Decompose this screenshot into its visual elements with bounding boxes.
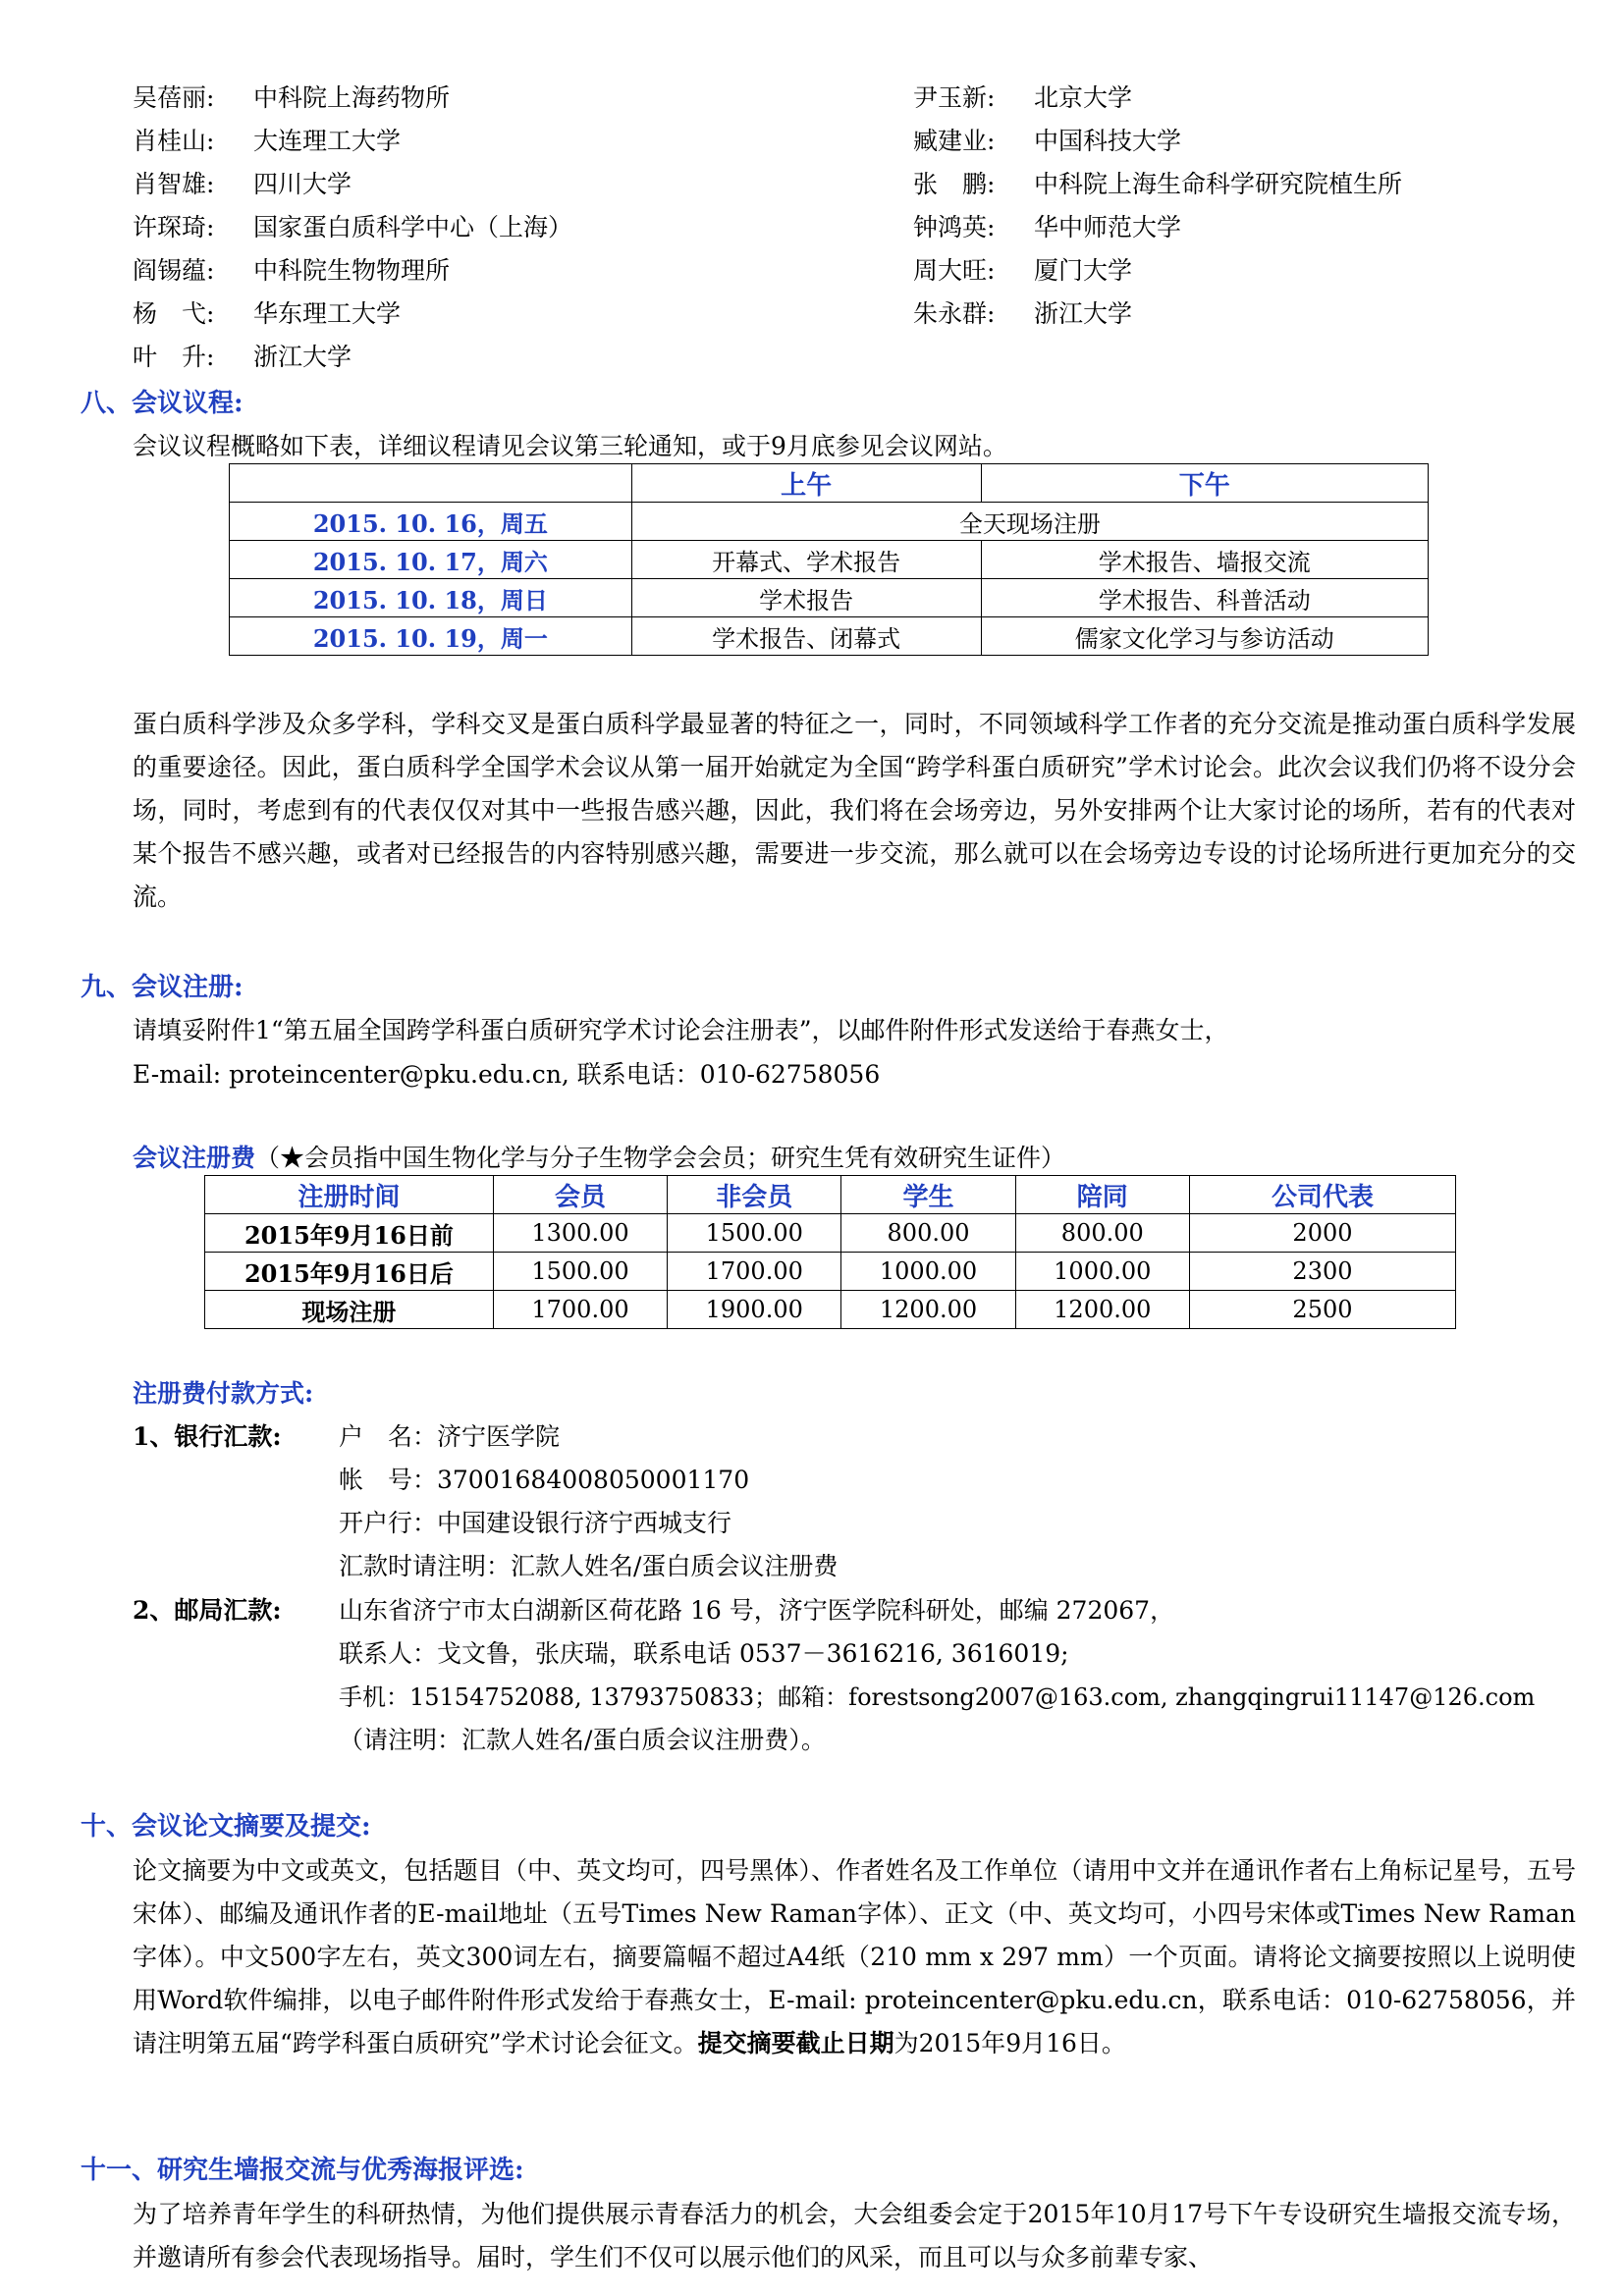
- agenda-row: [230, 579, 1429, 617]
- fee-cell: 现场注册: [205, 1291, 494, 1329]
- fee-table: [204, 1175, 1456, 1329]
- fee-header: 学生: [841, 1176, 1015, 1214]
- fee-cell: 2015年9月16日后: [205, 1253, 494, 1291]
- section-8-intro: 会议议程概略如下表，详细议程请见会议第三轮通知，或于9月底参见会议网站。: [133, 432, 1007, 460]
- committee-member-org: 北京大学: [1034, 83, 1133, 112]
- committee-member-org: 中科院上海生命科学研究院植生所: [1034, 170, 1403, 198]
- fee-note: （★会员指中国生物化学与分子生物学会会员；研究生凭有效研究生证件）: [255, 1144, 1066, 1172]
- committee-member-org: 浙江大学: [1034, 299, 1133, 328]
- agenda-date: 2015. 10. 18，周日: [230, 579, 632, 617]
- fee-cell: 1200.00: [841, 1291, 1015, 1329]
- fee-cell: 1300.00: [493, 1214, 667, 1253]
- abstract-deadline: 为2015年9月16日。: [893, 2029, 1126, 2057]
- committee-member-org: 中科院生物物理所: [253, 256, 451, 285]
- agenda-header-am: 上午: [631, 464, 981, 503]
- fee-row: [205, 1253, 1456, 1291]
- fee-cell: 1000.00: [1015, 1253, 1189, 1291]
- committee-member-name: 吴蓓丽:: [133, 83, 215, 112]
- committee-member-name: 朱永群:: [913, 299, 996, 328]
- committee-member-org: 大连理工大学: [253, 127, 402, 155]
- fee-heading: [133, 1139, 1065, 1174]
- agenda-row: [230, 617, 1429, 656]
- agenda-pm: 儒家文化学习与参访活动: [981, 617, 1428, 656]
- fee-header: 注册时间: [205, 1176, 494, 1214]
- fee-cell: 1700.00: [493, 1291, 667, 1329]
- committee-member-name: 臧建业:: [913, 127, 996, 155]
- fee-row: [205, 1291, 1456, 1329]
- committee-member-name: 叶 升:: [133, 343, 215, 371]
- committee-member-org: 国家蛋白质科学中心（上海）: [253, 213, 573, 241]
- agenda-row: [230, 503, 1429, 541]
- post-line: 手机：15154752088, 13793750833；邮箱：forestsong2007@163.com, zhangqingrui11147@126.com: [339, 1683, 1536, 1711]
- agenda-am: 学术报告、闭幕式: [631, 617, 981, 656]
- fee-row: [205, 1214, 1456, 1253]
- section-10-title: 十、会议论文摘要及提交:: [81, 1812, 371, 1842]
- section-11-paragraph: 为了培养青年学生的科研热情，为他们提供展示青春活力的机会，大会组委会定于2015年10月17号下午专设研究生墙报交流专场，并邀请所有参会代表现场指导。届时，学生们不仅可以展示他们的风采，而且可以与众多前辈专家、: [133, 2200, 1576, 2271]
- agenda-pm: 学术报告、科普活动: [981, 579, 1428, 617]
- abstract-instructions: 论文摘要为中文或英文，包括题目（中、英文均可，四号黑体）、作者姓名及工作单位（请用中文并在通讯作者右上角标记星号，五号宋体）、邮编及通讯作者的E-mail地址（五号Times New Raman字体）、正文（中、英文均可，小四号宋体或Times New Raman字体）。中文500字左右，英文300词左右，摘要篇幅不超过A4纸（210 mm x 297 mm）一个页面。请将论文摘要按照以上说明使用Word软件编排，以电子邮件附件形式发给于春燕女士，E-mail: proteincenter@pku.edu.cn，联系电话：010-62758056，并请注明第五届“跨学科蛋白质研究”学术讨论会征文。: [133, 1856, 1576, 2057]
- committee-member-org: 厦门大学: [1034, 256, 1133, 285]
- committee-member-name: 周大旺:: [913, 256, 996, 285]
- fee-cell: 1700.00: [668, 1253, 841, 1291]
- committee-member-name: 杨 弋:: [133, 299, 215, 328]
- post-transfer-label: 2、邮局汇款:: [133, 1596, 282, 1625]
- agenda-header-pm: 下午: [981, 464, 1428, 503]
- committee-member-name: 尹玉新:: [913, 83, 996, 112]
- section-8-title: 八、会议议程:: [81, 389, 244, 418]
- fee-cell: 2000: [1189, 1214, 1455, 1253]
- agenda-am: 学术报告: [631, 579, 981, 617]
- fee-title: 会议注册费: [133, 1144, 256, 1172]
- fee-header: 公司代表: [1189, 1176, 1455, 1214]
- committee-member-name: 张 鹏:: [913, 170, 996, 198]
- fee-cell: 800.00: [1015, 1214, 1189, 1253]
- fee-cell: 2300: [1189, 1253, 1455, 1291]
- committee-member-name: 阎锡蕴:: [133, 256, 215, 285]
- post-line: 联系人：戈文鲁，张庆瑞，联系电话 0537－3616216, 3616019;: [339, 1639, 1069, 1668]
- fee-cell: 1500.00: [493, 1253, 667, 1291]
- committee-member-name: 钟鸿英:: [913, 213, 996, 241]
- committee-member-name: 肖智雄:: [133, 170, 215, 198]
- committee-member-org: 四川大学: [253, 170, 352, 198]
- fee-header: 非会员: [668, 1176, 841, 1214]
- committee-member-org: 华东理工大学: [253, 299, 402, 328]
- fee-cell: 800.00: [841, 1214, 1015, 1253]
- agenda-date: 2015. 10. 16，周五: [230, 503, 632, 541]
- post-line: 山东省济宁市太白湖新区荷花路 16 号，济宁医学院科研处，邮编 272067，: [339, 1596, 1175, 1625]
- fee-cell: 1000.00: [841, 1253, 1015, 1291]
- post-line: （请注明：汇款人姓名/蛋白质会议注册费）。: [339, 1726, 826, 1754]
- fee-cell: 1900.00: [668, 1291, 841, 1329]
- committee-member-org: 中国科技大学: [1034, 127, 1182, 155]
- bank-line: 帐 号：37001684008050001170: [339, 1466, 750, 1494]
- agenda-row: [230, 541, 1429, 579]
- registration-line-2: E-mail: proteincenter@pku.edu.cn, 联系电话：010-62758056: [133, 1060, 881, 1089]
- section-8-paragraph: 蛋白质科学涉及众多学科，学科交叉是蛋白质科学最显著的特征之一，同时，不同领域科学工作者的充分交流是推动蛋白质科学发展的重要途径。因此，蛋白质科学全国学术会议从第一届开始就定为全国“跨学科蛋白质研究”学术讨论会。此次会议我们仍将不设分会场，同时，考虑到有的代表仅仅对其中一些报告感兴趣，因此，我们将在会场旁边，另外安排两个让大家讨论的场所，若有的代表对某个报告不感兴趣，或者对已经报告的内容特别感兴趣，需要进一步交流，那么就可以在会场旁边专设的讨论场所进行更加充分的交流。: [133, 710, 1576, 911]
- agenda-date: 2015. 10. 17，周六: [230, 541, 632, 579]
- agenda-table: [229, 463, 1429, 656]
- abstract-deadline-label: 提交摘要截止日期: [697, 2029, 894, 2057]
- agenda-allday: 全天现场注册: [631, 503, 1428, 541]
- bank-line: 开户行：中国建设银行济宁西城支行: [339, 1509, 732, 1537]
- agenda-header-empty: [230, 464, 632, 503]
- agenda-am: 开幕式、学术报告: [631, 541, 981, 579]
- fee-cell: 1200.00: [1015, 1291, 1189, 1329]
- fee-cell: 2015年9月16日前: [205, 1214, 494, 1253]
- fee-header: 会员: [493, 1176, 667, 1214]
- payment-title: 注册费付款方式:: [133, 1379, 314, 1408]
- committee-member-org: 中科院上海药物所: [253, 83, 451, 112]
- bank-transfer-label: 1、银行汇款:: [133, 1422, 282, 1451]
- fee-cell: 1500.00: [668, 1214, 841, 1253]
- committee-member-org: 华中师范大学: [1034, 213, 1182, 241]
- fee-header-row: [205, 1176, 1456, 1214]
- bank-line: 汇款时请注明：汇款人姓名/蛋白质会议注册费: [339, 1552, 839, 1580]
- committee-member-org: 浙江大学: [253, 343, 352, 371]
- committee-member-name: 许琛琦:: [133, 213, 215, 241]
- committee-member-name: 肖桂山:: [133, 127, 215, 155]
- agenda-header-row: [230, 464, 1429, 503]
- fee-header: 陪同: [1015, 1176, 1189, 1214]
- agenda-pm: 学术报告、墙报交流: [981, 541, 1428, 579]
- section-9-title: 九、会议注册:: [81, 973, 244, 1002]
- registration-line-1: 请填妥附件1“第五届全国跨学科蛋白质研究学术讨论会注册表”，以邮件附件形式发送给于春燕女士，: [133, 1016, 1229, 1044]
- bank-line: 户 名：济宁医学院: [339, 1422, 561, 1451]
- fee-cell: 2500: [1189, 1291, 1455, 1329]
- agenda-date: 2015. 10. 19，周一: [230, 617, 632, 656]
- section-11-title: 十一、研究生墙报交流与优秀海报评选:: [81, 2156, 524, 2185]
- section-10-paragraph: [133, 1849, 1576, 2065]
